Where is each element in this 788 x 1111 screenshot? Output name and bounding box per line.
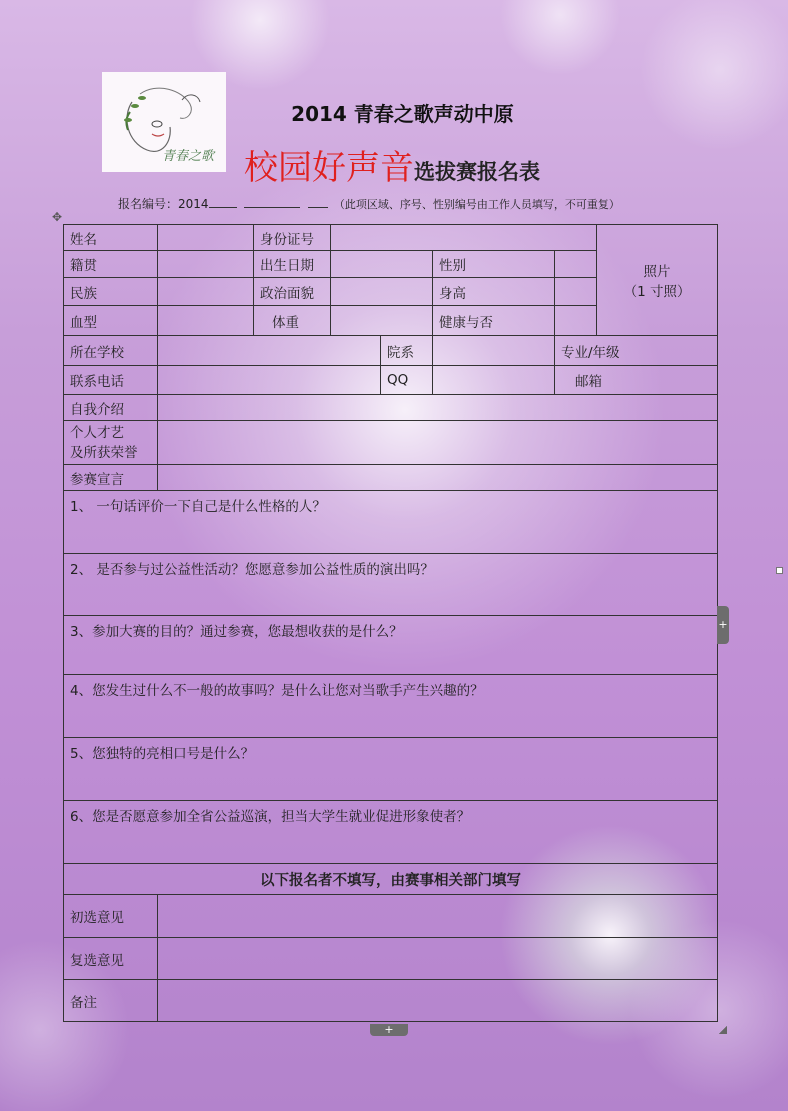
field-remarks[interactable] [158,980,718,1022]
label-photo-size: （1 寸照） [623,284,691,300]
form-title-red: 校园好声音 [244,148,414,188]
registration-blank-1[interactable] [209,198,237,208]
review-section-title: 以下报名者不填写，由赛事相关部门填写 [64,864,718,895]
label-blood-type: 血型 [64,306,158,336]
label-height: 身高 [433,278,555,306]
logo-text: 青春之歌 [162,149,215,164]
label-preliminary: 初选意见 [64,895,158,938]
photo-box[interactable] [597,225,718,336]
label-phone: 联系电话 [64,366,158,395]
email-cell[interactable] [555,366,718,395]
label-qq: QQ [381,366,433,395]
field-secondary[interactable] [158,938,718,980]
registration-form-table [63,224,718,1022]
field-political-status[interactable] [331,278,433,306]
form-title-suffix: 选拔赛报名表 [414,159,540,184]
field-gender[interactable] [555,251,597,278]
label-talents-line1: 个人才艺 [70,424,124,441]
label-remarks: 备注 [64,980,158,1022]
label-weight: 体重 [254,306,331,336]
field-id-number[interactable] [331,225,597,251]
field-name[interactable] [158,225,254,251]
label-talents [64,421,158,465]
label-email: 邮箱 [575,374,602,390]
label-native-place: 籍贯 [64,251,158,278]
label-name: 姓名 [64,225,158,251]
table-resize-handle-icon[interactable] [719,1026,727,1034]
field-weight[interactable] [331,306,433,336]
field-height[interactable] [555,278,597,306]
label-self-intro: 自我介绍 [64,395,158,421]
form-title [244,140,540,189]
label-major-grade: 专业/年级 [561,344,620,361]
field-native-place[interactable] [158,251,254,278]
question-1[interactable]: 1、 一句话评价一下自己是什么性格的人？ [64,491,718,554]
field-phone[interactable] [158,366,381,395]
label-declaration: 参赛宣言 [64,465,158,491]
label-school: 所在学校 [64,336,158,366]
event-title: 2014 青春之歌声动中原 [291,102,514,126]
question-6[interactable]: 6、您是否愿意参加全省公益巡演，担当大学生就业促进形象使者？ [64,801,718,864]
question-3[interactable]: 3、参加大赛的目的？通过参赛，您最想收获的是什么？ [64,616,718,675]
question-4[interactable]: 4、您发生过什么不一般的故事吗？是什么让您对当歌手产生兴趣的？ [64,675,718,738]
registration-blank-3[interactable] [308,198,328,208]
label-birth-date: 出生日期 [254,251,331,278]
registration-note: （此项区域、序号、性别编号由工作人员填写，不可重复） [333,198,620,211]
label-health: 健康与否 [433,306,555,336]
registration-blank-2[interactable] [244,198,300,208]
major-grade-cell[interactable] [555,336,718,366]
label-gender: 性别 [433,251,555,278]
field-birth-date[interactable] [331,251,433,278]
registration-label: 报名编号：2014 [118,197,209,211]
label-political-status: 政治面貌 [254,278,331,306]
field-ethnicity[interactable] [158,278,254,306]
field-talents[interactable] [158,421,718,465]
field-self-intro[interactable] [158,395,718,421]
add-column-icon[interactable]: + [717,606,729,644]
label-department: 院系 [381,336,433,366]
label-photo: 照片 [643,264,671,280]
field-qq[interactable] [433,366,555,395]
page-edge-marker [776,567,783,574]
label-id-number: 身份证号 [254,225,331,251]
registration-number-line [118,195,620,212]
field-health[interactable] [555,306,597,336]
field-declaration[interactable] [158,465,718,491]
question-5[interactable]: 5、您独特的亮相口号是什么？ [64,738,718,801]
add-row-icon[interactable]: + [370,1024,408,1036]
move-handle-icon[interactable]: ✥ [51,210,63,224]
field-department[interactable] [433,336,555,366]
field-blood-type[interactable] [158,306,254,336]
question-2[interactable]: 2、 是否参与过公益性活动？您愿意参加公益性质的演出吗？ [64,554,718,616]
label-talents-line2: 及所获荣誉 [70,444,138,461]
field-preliminary[interactable] [158,895,718,938]
field-school[interactable] [158,336,381,366]
label-ethnicity: 民族 [64,278,158,306]
label-secondary: 复选意见 [64,938,158,980]
